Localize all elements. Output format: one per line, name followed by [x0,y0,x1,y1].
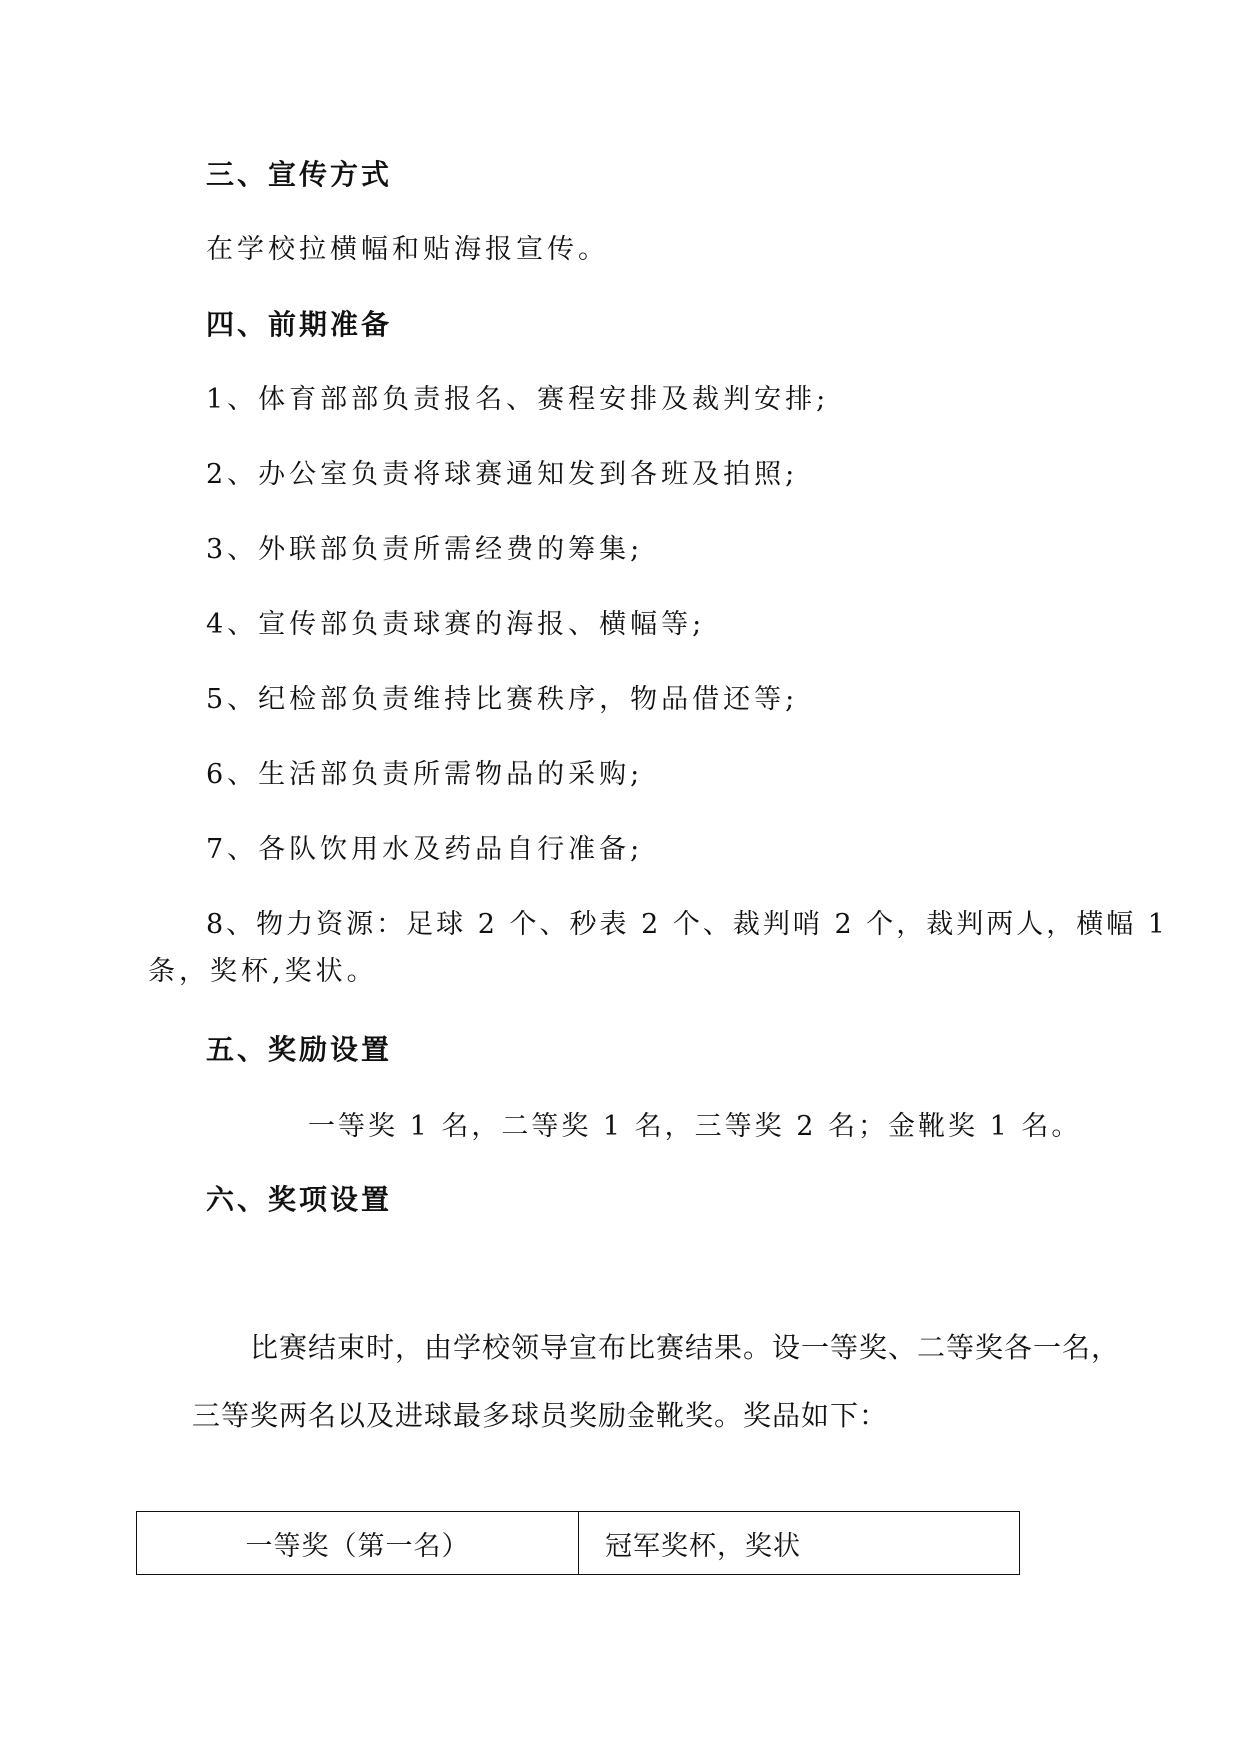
table-row [137,1512,1020,1575]
prize-table [136,1511,1020,1575]
prep-item-8-line-1: 8、物力资源：足球 2 个、秒表 2 个、裁判哨 2 个，裁判两人，横幅 1 [206,909,1168,940]
prep-item-6: 6、生活部负责所需物品的采购; [206,759,644,790]
prep-item-4: 4、宣传部负责球赛的海报、横幅等; [206,609,706,640]
publicity-text: 在学校拉横幅和贴海报宣传。 [206,234,609,265]
awards-paragraph-line-1: 比赛结束时，由学校领导宣布比赛结果。设一等奖、二等奖各一名， [250,1331,1121,1364]
prep-item-5: 5、纪检部负责维持比赛秩序，物品借还等; [206,684,799,715]
section-heading-rewards: 五、奖励设置 [206,1033,393,1066]
awards-paragraph-line-2: 三等奖两名以及进球最多球员奖励金靴奖。奖品如下： [192,1399,889,1432]
prize-rank-cell: 一等奖（第一名） [137,1512,579,1575]
prep-item-2: 2、办公室负责将球赛通知发到各班及拍照; [206,459,799,490]
prep-item-1: 1、体育部部负责报名、赛程安排及裁判安排; [206,384,830,415]
prep-item-3: 3、外联部负责所需经费的筹集; [206,534,644,565]
section-heading-preparation: 四、前期准备 [206,308,393,341]
section-heading-awards: 六、奖项设置 [206,1183,393,1216]
section-heading-publicity: 三、宣传方式 [206,158,393,191]
rewards-text: 一等奖 1 名，二等奖 1 名，三等奖 2 名；金靴奖 1 名。 [308,1111,1082,1142]
prep-item-7: 7、各队饮用水及药品自行准备; [206,834,644,865]
prize-item-cell: 冠军奖杯，奖状 [579,1512,1020,1575]
prep-item-8-line-2: 条，奖杯,奖状。 [148,956,378,987]
